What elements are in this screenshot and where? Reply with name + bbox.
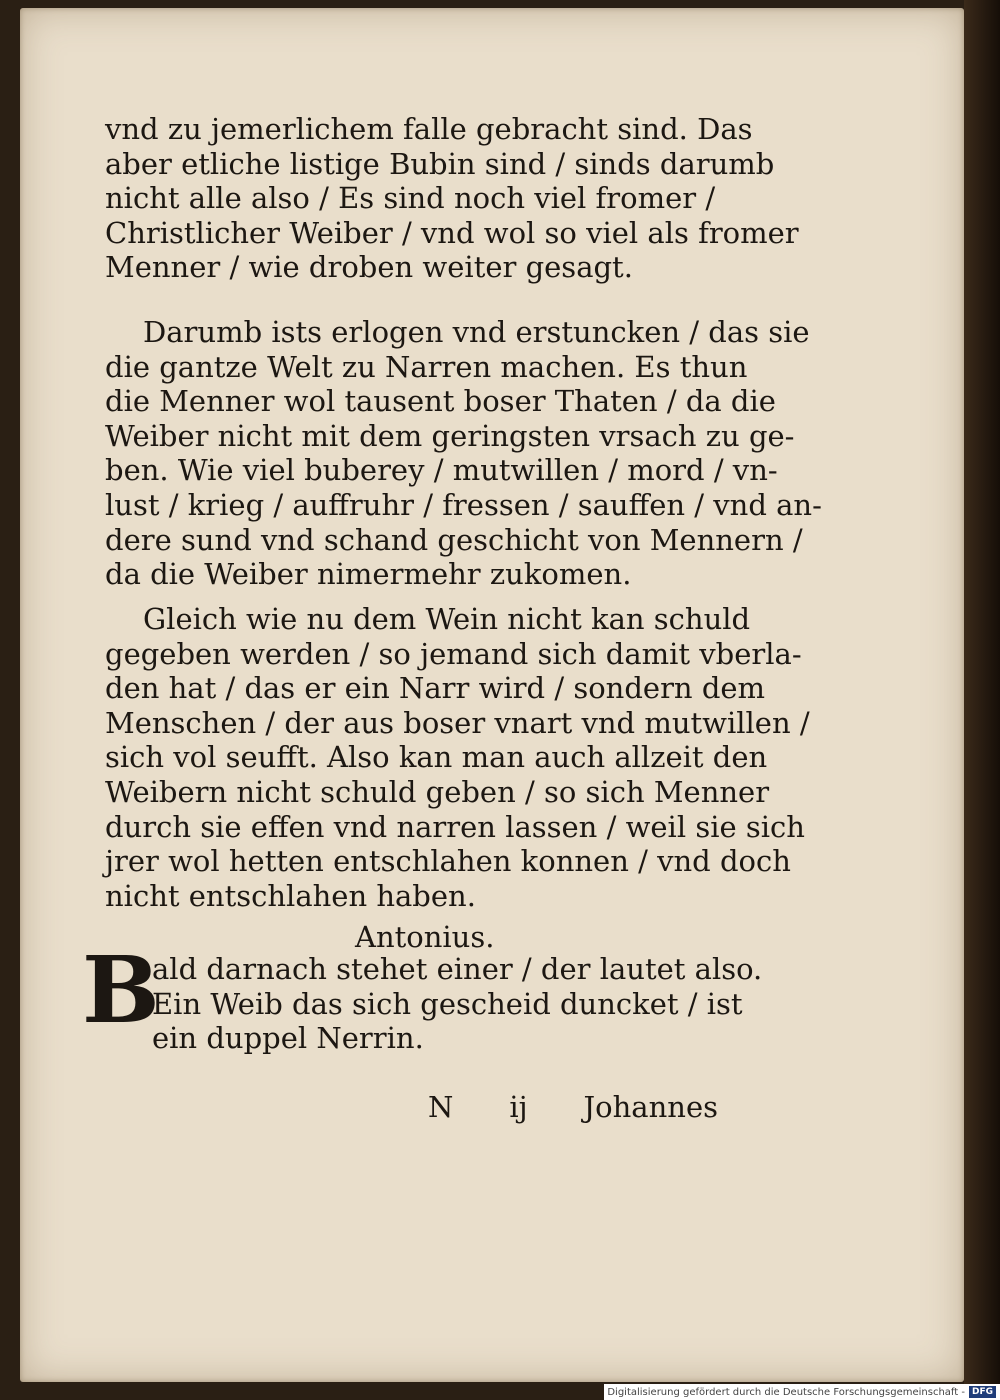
text-line: gegeben werden / so jemand sich damit vberla- <box>105 636 802 671</box>
text-line: die gantze Welt zu Narren machen. Es thun <box>105 349 748 384</box>
text-line: jrer wol hetten entschlahen konnen / vnd doch <box>105 844 791 879</box>
text-line: Menschen / der aus boser vnart vnd mutwillen / <box>105 705 810 740</box>
text-line: dere sund vnd schand geschicht von Mennern / <box>105 522 803 557</box>
text-line: aber etliche listige Bubin sind / sinds darumb <box>105 146 775 181</box>
dfg-logo: DFG <box>969 1386 996 1398</box>
text-line: den hat / das er ein Narr wird / sondern dem <box>105 671 766 706</box>
decorated-initial: B <box>82 936 160 1044</box>
signature-number: ij <box>509 1090 528 1124</box>
funding-note: Digitalisierung gefördert durch die Deutsche Forschungsgemeinschaft - <box>607 1386 965 1398</box>
paragraph-1 <box>105 112 799 285</box>
text-line: Gleich wie nu dem Wein nicht kan schuld <box>143 602 751 636</box>
text-line: ein duppel Nerrin. <box>152 1021 424 1056</box>
text-line: nicht alle also / Es sind noch viel fromer / <box>105 181 716 216</box>
text-line: vnd zu jemerlichem falle gebracht sind. Das <box>105 112 753 146</box>
text-line: lust / krieg / auffruhr / fressen / sauffen / vnd an- <box>105 487 822 522</box>
text-line: durch sie effen vnd narren lassen / weil sie sich <box>105 809 805 844</box>
book-page <box>20 8 964 1382</box>
section-paragraph <box>152 952 782 1056</box>
signature-letter: N <box>428 1090 454 1124</box>
text-line: ald darnach stehet einer / der lautet also. <box>152 952 763 986</box>
text-line: sich vol seufft. Also kan man auch allzeit den <box>105 740 768 775</box>
text-line: Ein Weib das sich gescheid duncket / ist <box>152 986 743 1021</box>
text-line: da die Weiber nimermehr zukomen. <box>105 557 632 592</box>
catchword: Johannes <box>583 1090 718 1124</box>
funding-footer <box>604 1384 1000 1400</box>
text-line: nicht entschlahen haben. <box>105 878 476 913</box>
text-line: Weibern nicht schuld geben / so sich Menner <box>105 774 770 809</box>
paragraph-3 <box>105 602 810 913</box>
text-line: ben. Wie viel buberey / mutwillen / mord / vn- <box>105 453 778 488</box>
text-line: Weiber nicht mit dem geringsten vrsach zu ge- <box>105 418 795 453</box>
text-line: Christlicher Weiber / vnd wol so viel als fromer <box>105 215 799 250</box>
paragraph-2 <box>105 315 822 592</box>
text-line: Darumb ists erlogen vnd erstuncken / das sie <box>143 315 810 349</box>
text-line: die Menner wol tausent boser Thaten / da die <box>105 384 776 419</box>
section-heading: Antonius. <box>355 920 495 954</box>
page-footer-catchwords <box>428 1090 718 1124</box>
text-line: Menner / wie droben weiter gesagt. <box>105 250 633 285</box>
book-edge <box>964 0 1000 1390</box>
